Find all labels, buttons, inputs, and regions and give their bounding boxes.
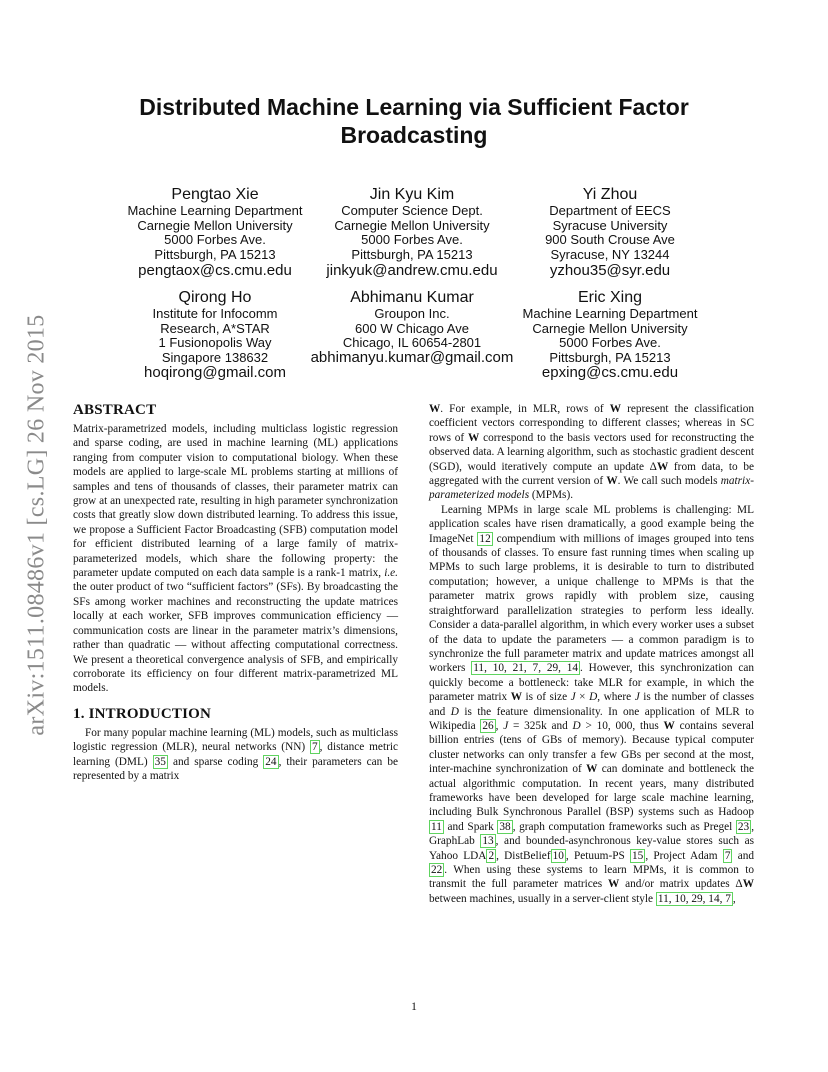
abstract-heading: ABSTRACT (73, 402, 157, 418)
author-affiliation-line: Carnegie Mellon University (334, 217, 490, 233)
right-column (429, 402, 754, 906)
author-6 (500, 288, 720, 381)
author-affiliation-line: 900 South Crouse Ave (545, 232, 675, 247)
author-affiliation-line: 5000 Forbes Ave. (559, 335, 661, 350)
citation-link[interactable]: 13 (482, 835, 494, 848)
author-affiliation-line: Department of EECS (549, 203, 671, 218)
author-name: Eric Xing (577, 289, 643, 306)
author-email: epxing@cs.cmu.edu (541, 364, 679, 381)
arxiv-stamp (22, 285, 52, 765)
author-3 (500, 185, 720, 279)
page-number: 1 (411, 1001, 417, 1013)
author-affiliation-line: Syracuse University (552, 217, 668, 233)
citation-link[interactable]: 24 (265, 755, 277, 768)
author-affiliation-line: Groupon Inc. (374, 306, 450, 321)
author-affiliation-line: Carnegie Mellon University (137, 217, 293, 233)
citation-link[interactable]: 15 (632, 849, 644, 862)
author-5 (302, 288, 522, 366)
author-email: abhimanyu.kumar@gmail.com (310, 349, 514, 366)
citation-link[interactable]: 26 (482, 719, 494, 732)
author-2 (302, 185, 522, 279)
author-name: Jin Kyu Kim (369, 186, 455, 203)
author-affiliation-line: Chicago, IL 60654-2801 (342, 335, 482, 350)
author-affiliation-line: 5000 Forbes Ave. (361, 232, 463, 247)
author-affiliation-line: Pittsburgh, PA 15213 (351, 246, 473, 262)
author-name: Abhimanu Kumar (350, 289, 474, 306)
author-affiliation-line: Pittsburgh, PA 15213 (154, 246, 276, 262)
author-name: Qirong Ho (178, 289, 252, 306)
citation-link[interactable]: 22 (431, 864, 443, 876)
author-affiliation-line: 1 Fusionopolis Way (158, 335, 272, 350)
author-affiliation-line: Machine Learning Department (522, 306, 698, 321)
paper-title: Distributed Machine Learning via Sufficient Factor Broadcasting (139, 94, 689, 148)
author-affiliation-line: Pittsburgh, PA 15213 (549, 349, 671, 365)
author-affiliation-line: Computer Science Dept. (341, 203, 483, 218)
citation-link[interactable]: 35 (154, 755, 166, 768)
citation-link[interactable]: 38 (499, 820, 511, 833)
citation-link[interactable]: 7 (311, 741, 318, 754)
introduction-heading: 1. INTRODUCTION (73, 705, 212, 722)
arxiv-stamp-text: arXiv:1511.08486v1 [cs.LG] 26 Nov 2015 (23, 314, 50, 736)
author-email: yzhou35@syr.edu (549, 262, 671, 279)
author-affiliation-line: Carnegie Mellon University (532, 320, 688, 336)
author-1 (105, 185, 325, 279)
citation-link[interactable]: 11, 10, 29, 14, 7 (657, 892, 731, 905)
citation-link[interactable]: 7 (724, 849, 731, 862)
citation-link[interactable]: 23 (737, 820, 750, 833)
author-affiliation-line: 600 W Chicago Ave (355, 320, 469, 336)
citation-link[interactable]: 10 (552, 849, 564, 862)
abstract-paragraph: Matrix-parametrized models, including multiclass logistic regression and sparse coding, are used in machine learning (ML) applications ranging from computer vision to computational biology. When these models are applied to large-scale ML problems starting at millions of samples and tens of thousands of classes, their parameter matrix can grow at an unexpected rate, resulting in high parameter synchronization costs that greatly slow down distributed learning. To address this issue, we propose a Sufficient Factor Broadcasting (SFB) computation model for efficient distributed learning of a large family of matrix-parameterized models, which share the following property: the parameter update computed on each data sample is a rank-1 matrix, i.e. the outer product of two “sufficient factors” (SFs). By broadcasting the SFs among worker machines and reconstructing the update matrices locally at each worker, SFB improves communication efficiency — communication costs are linear in the parameter matrix’s dimensions, rather than quadratic — without affecting computational correctness. We present a theoretical convergence analysis of SFB, and empirically corroborate its efficiency on four different matrix-parametrized ML models. (73, 423, 398, 695)
author-email: pengtaox@cs.cmu.edu (138, 262, 292, 279)
author-affiliation-line: Research, A*STAR (160, 320, 270, 336)
author-affiliation-line: 5000 Forbes Ave. (164, 232, 266, 247)
left-column (73, 402, 398, 783)
author-affiliation-line: Singapore 138632 (161, 349, 269, 365)
author-email: jinkyuk@andrew.cmu.edu (326, 262, 498, 279)
intro-paragraph-continued: W. For example, in MLR, rows of W represent the classification coefficient vectors corresponding to different classes; whereas in SC rows of W correspond to the basis vectors used for reconstructing the observed data. A learning algorithm, such as stochastic gradient descent (SGD), would iteratively compute an update ΔW from data, to be aggregated with the current version of W. We call such models matrix-parameterized models (MPMs). (429, 403, 755, 502)
author-email: hoqirong@gmail.com (144, 364, 286, 381)
author-affiliation-line: Machine Learning Department (127, 203, 303, 218)
author-name: Pengtao Xie (171, 186, 259, 203)
citation-link[interactable]: 2 (488, 849, 495, 862)
intro-paragraph: Learning MPMs in large scale ML problems is challenging: ML application scales have risen dramatically, a good example being the ImageNet 12 compendium with millions of images grouped into tens of thousands of classes. To ensure fast running times when scaling up MPMs to such large problems, it is desirable to turn to distributed computation; however, a unique challenge to MPMs is that the parameter matrix grows rapidly with problem size, causing straightforward parallelization strategies to perform less ideally. Consider a data-parallel algorithm, in which every worker uses a subset of the data to update the parameters — a common paradigm is to synchronize the full parameter matrix and update matrices amongst all workers 11, 10, 21, 7, 29, 14 . However, this synchronization can quickly become a bottleneck: take MLR for example, in which the parameter matrix W is of size J × D, where J is the number of classes and D is the feature dimensionality. In one application of MLR to Wikipedia 26 , J = 325k and D > 10, 000, thus W contains several billion entries (tens of GBs of memory). Because typical computer cluster networks can only transfer a few GBs per second at the most, inter-machine synchronization of W can dominate and bottleneck the actual algorithmic computation. In recent years, many distributed frameworks have been developed for large scale machine learning, including Bulk Synchronous Parallel (BSP) systems such as Hadoop 11 and Spark 38 , graph computation frameworks such as Pregel 23 , GraphLab 13 , and bounded-asynchronous key-value stores such as Yahoo LDA 2 , DistBelief 10 , Petuum-PS 15 , Project Adam 7 and 22 . When using these systems to learn MPMs, it is common to transmit the full parameter matrices W and/or matrix updates ΔW between machines, usually in a server-client style 11, 10, 29, 14, 7 , (429, 503, 755, 905)
citation-link[interactable]: 11 (431, 820, 442, 833)
citation-link[interactable]: 12 (479, 532, 491, 545)
author-affiliation-line: Institute for Infocomm (152, 306, 278, 321)
author-affiliation-line: Syracuse, NY 13244 (550, 246, 670, 262)
intro-paragraph: For many popular machine learning (ML) models, such as multiclass logistic regression (MLR), neural networks (NN) 7 , distance metric learning (DML) 35 and sparse coding 24 , their parameters can be represented by a matrix (73, 726, 398, 782)
author-name: Yi Zhou (582, 186, 638, 203)
citation-link[interactable]: 11, 10, 21, 7, 29, 14 (473, 662, 579, 675)
